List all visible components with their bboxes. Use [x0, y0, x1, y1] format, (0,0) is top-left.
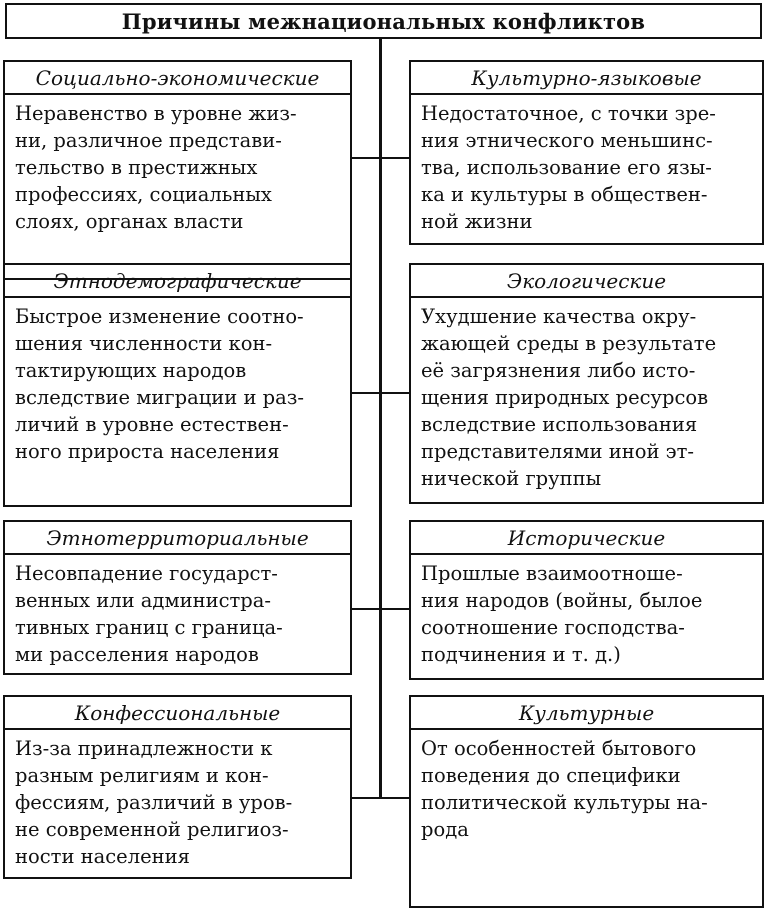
cause-heading: Исторические [409, 520, 764, 555]
cause-description [409, 730, 764, 908]
cause-heading: Культурно-языковые [409, 60, 764, 95]
text-line: ной жизни [421, 210, 533, 233]
text-line: ности населения [15, 845, 190, 868]
text-line: поведения до специфики [421, 764, 681, 787]
cause-description [3, 298, 352, 507]
central-connector-line [379, 39, 382, 799]
text-line: нической группы [421, 467, 602, 490]
text-line: шения численности кон- [15, 332, 273, 355]
text-line: слоях, органах власти [15, 210, 244, 233]
connector-row-3 [350, 608, 410, 610]
text-line: Быстрое изменение соотно- [15, 305, 304, 328]
text-line: вследствие миграции и раз- [15, 386, 305, 409]
cause-description [409, 555, 764, 680]
text-line: тивных границ с граница- [15, 616, 283, 639]
cause-heading: Культурные [409, 695, 764, 730]
cause-description [3, 555, 352, 675]
cause-heading: Конфессиональные [3, 695, 352, 730]
text-line: соотношение господства- [421, 616, 685, 639]
text-line: вследствие использования [421, 413, 698, 436]
text-line: Недостаточное, с точки зре- [421, 102, 716, 125]
cause-description [409, 95, 764, 245]
text-line: Неравенство в уровне жиз- [15, 102, 297, 125]
text-line: От особенностей бытового [421, 737, 697, 760]
text-line: Прошлые взаимоотноше- [421, 562, 683, 585]
cause-confessional [3, 695, 352, 879]
diagram-title: Причины межнациональных конфликтов [5, 3, 762, 39]
text-line: рода [421, 818, 469, 841]
text-line: ния народов (войны, былое [421, 589, 703, 612]
cause-cultural-linguistic [409, 60, 764, 245]
text-line: щения природных ресурсов [421, 386, 709, 409]
text-line: представителями иной эт- [421, 440, 694, 463]
text-line: ни, различное представи- [15, 129, 282, 152]
text-line: политической культуры на- [421, 791, 708, 814]
text-line: ного прироста населения [15, 440, 280, 463]
text-line: тактирующих народов [15, 359, 247, 382]
connector-row-4 [350, 797, 410, 799]
text-line: не современной религиоз- [15, 818, 289, 841]
text-line: жающей среды в результате [421, 332, 717, 355]
cause-historical [409, 520, 764, 680]
text-line: Несовпадение государст- [15, 562, 278, 585]
text-line: личий в уровне естествен- [15, 413, 289, 436]
cause-ethno-demographic [3, 263, 352, 507]
text-line: тельство в престижных [15, 156, 258, 179]
text-line: венных или администра- [15, 589, 272, 612]
connector-row-1 [350, 157, 410, 159]
cause-heading: Этнотерриториальные [3, 520, 352, 555]
cause-ecological [409, 263, 764, 504]
text-line: подчинения и т. д.) [421, 643, 621, 666]
cause-description [409, 298, 764, 504]
cause-description [3, 730, 352, 879]
text-line: фессиям, различий в уров- [15, 791, 293, 814]
text-line: Ухудшение качества окру- [421, 305, 697, 328]
cause-heading: Социально-экономические [3, 60, 352, 95]
text-line: тва, использование его язы- [421, 156, 712, 179]
cause-heading: Этнодемографические [3, 263, 352, 298]
text-line: ка и культуры в обществен- [421, 183, 708, 206]
text-line: Из-за принадлежности к [15, 737, 273, 760]
cause-ethno-territorial [3, 520, 352, 675]
cause-socio-economic [3, 60, 352, 280]
text-line: ми расселения народов [15, 643, 259, 666]
text-line: профессиях, социальных [15, 183, 272, 206]
cause-cultural [409, 695, 764, 908]
text-line: её загрязнения либо исто- [421, 359, 696, 382]
text-line: разным религиям и кон- [15, 764, 269, 787]
cause-heading: Экологические [409, 263, 764, 298]
cause-description [3, 95, 352, 280]
text-line: ния этнического меньшинс- [421, 129, 713, 152]
connector-row-2 [350, 392, 410, 394]
